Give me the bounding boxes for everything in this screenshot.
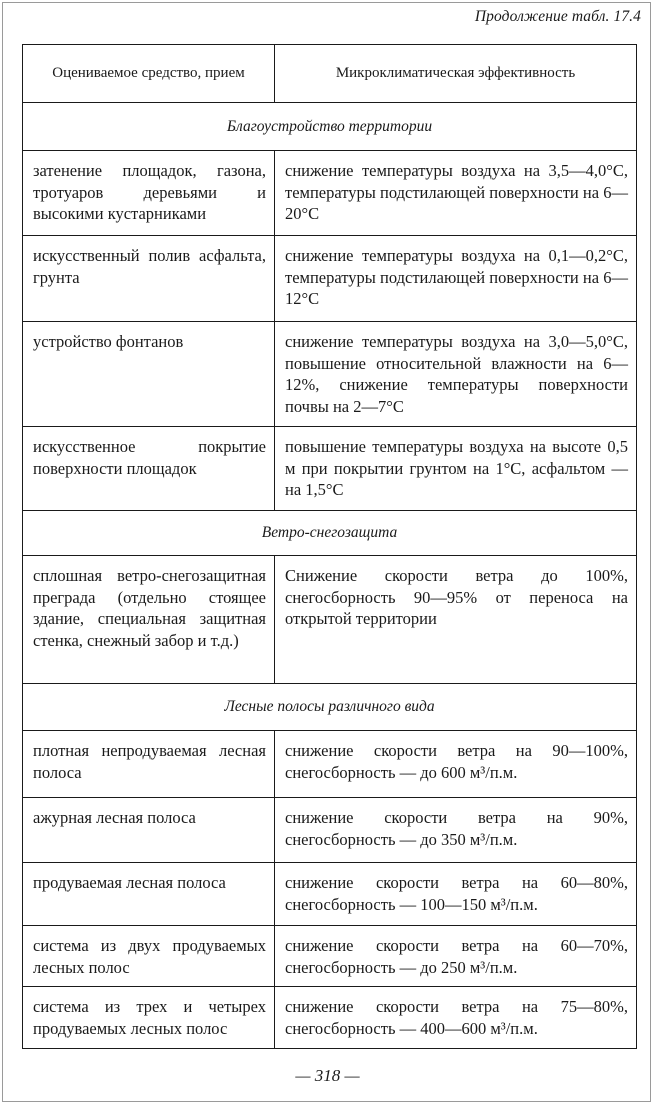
section-title: Лесные полосы различного вида [23,684,637,731]
table-row [23,863,637,926]
method-cell: продуваемая лесная полоса [23,863,275,926]
method-cell: искусственный полив асфальта, грунта [23,236,275,322]
header-row [23,45,637,103]
effect-cell: снижение температуры воздуха на 0,1—0,2°С, температуры подстилающей поверхности на 6—12°С [275,236,637,322]
table-row [23,798,637,863]
effect-cell: снижение температуры воздуха на 3,0—5,0°С, повышение относительной влажности на 6—12%, снижение температуры поверхности почвы на 2—7°С [275,322,637,427]
method-cell: затенение площадок, газона, тротуаров деревьями и высокими кустарниками [23,151,275,236]
effect-cell: повышение температуры воздуха на высоте 0,5 м при покрытии грунтом на 1°С, асфальтом — на 1,5°С [275,427,637,511]
climate-table [22,44,637,1049]
page-number: — 318 — [295,1066,360,1085]
method-cell: ажурная лесная полоса [23,798,275,863]
method-cell: плотная непродуваемая лесная полоса [23,731,275,798]
effect-cell: снижение скорости ветра на 90—100%, снегосборность — до 600 м³/п.м. [275,731,637,798]
table-caption: Продолжение табл. 17.4 [474,8,641,25]
method-cell: сплошная ветро-снегозащитная преграда (отдельно стоящее здание, специальная защитная стенка, снежный забор и т.д.) [23,556,275,684]
header-method: Оцениваемое средство, прием [23,45,275,103]
method-cell: система из трех и четырех продуваемых лесных полос [23,987,275,1049]
effect-cell: снижение скорости ветра на 60—80%, снегосборность — 100—150 м³/п.м. [275,863,637,926]
method-cell: система из двух продуваемых лесных полос [23,926,275,987]
effect-cell: снижение температуры воздуха на 3,5—4,0°С, температуры подстилающей поверхности на 6—20°С [275,151,637,236]
section-row [23,511,637,556]
section-row [23,103,637,151]
method-cell: устройство фонтанов [23,322,275,427]
effect-cell: снижение скорости ветра на 75—80%, снегосборность — 400—600 м³/п.м. [275,987,637,1049]
table-row [23,731,637,798]
table-row [23,151,637,236]
table-row [23,926,637,987]
table-row [23,322,637,427]
table-row [23,236,637,322]
method-cell: искусственное покрытие поверхности площадок [23,427,275,511]
effect-cell: снижение скорости ветра на 60—70%, снегосборность — до 250 м³/п.м. [275,926,637,987]
table-row [23,427,637,511]
section-row [23,684,637,731]
table-row [23,987,637,1049]
section-title: Ветро-снегозащита [23,511,637,556]
effect-cell: снижение скорости ветра на 90%, снегосборность — до 350 м³/п.м. [275,798,637,863]
effect-cell: Снижение скорости ветра до 100%, снегосборность 90—95% от переноса на открытой территории [275,556,637,684]
section-title: Благоустройство территории [23,103,637,151]
table-row [23,556,637,684]
header-effect: Микроклиматическая эффективность [275,45,637,103]
